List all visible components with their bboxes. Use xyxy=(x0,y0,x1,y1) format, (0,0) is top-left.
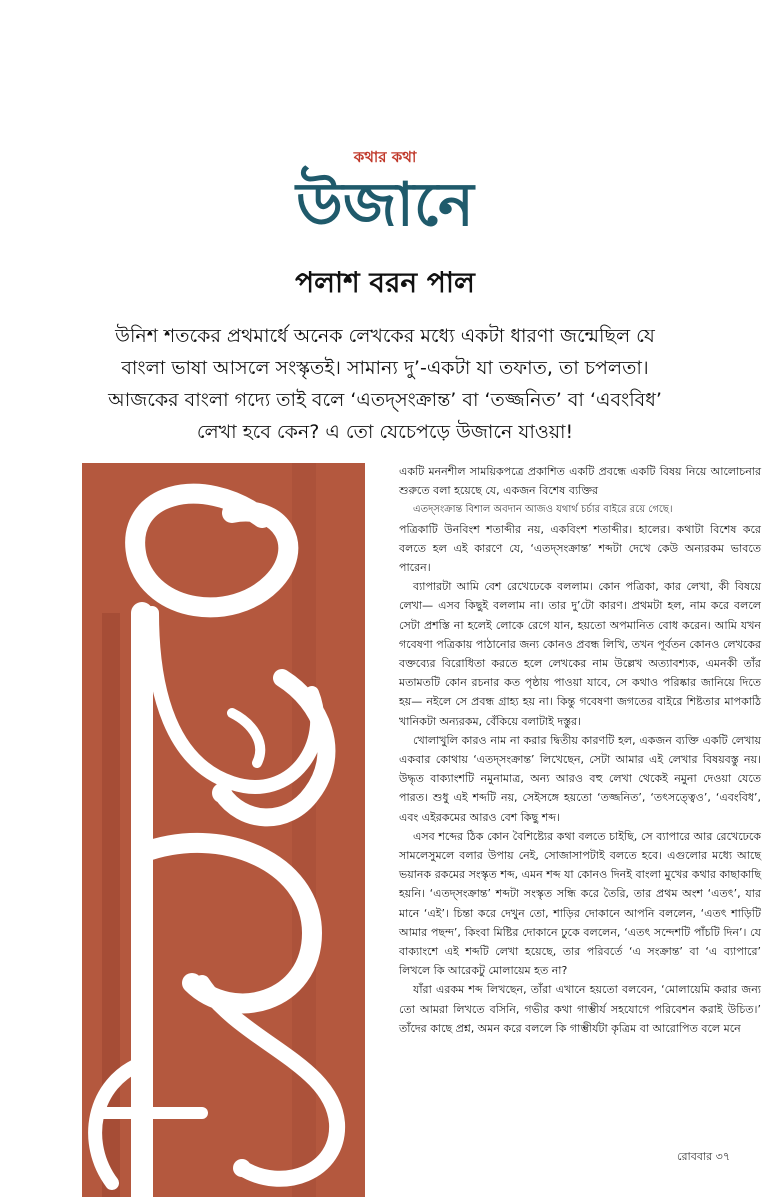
block-quote: এতদ্‌সংক্রান্ত বিশাল অবদান আজও যথার্থ চর্চার বাইরে রয়ে গেছে। xyxy=(413,504,673,516)
body-paragraph: পত্রিকাটি উনবিংশ শতাব্দীর নয়, একবিংশ শতাব্দীর। হালের। কথাটা বিশেষ করে বলতে হল এই কারণে যে, ‘এতদ্‌সংক্রান্ত’ শব্দটা দেখে কেউ অন্যরকম ভাবতে পারেন। xyxy=(399,522,761,575)
article-body xyxy=(399,462,761,1038)
standfirst-line: বাংলা ভাষা আসলে সংস্কৃতই। সামান্য দু’-একটা যা তফাত, তা চপলতা। xyxy=(121,357,649,379)
body-paragraph: যাঁরা এরকম শব্দ লিখছেন, তাঁরা এখানে হয়তো বলবেন, ‘মোলায়েমি করার জন্য তো আমরা লিখতে বসিনি, গভীর কথা গাম্ভীর্য সহযোগে পরিবেশন করাই উচিত।’ তাঁদের কাছে প্রশ্ন, অমন করে বললে কি গাম্ভীর্যটা কৃত্রিম বা আরোপিত বলে মনে xyxy=(399,983,761,1035)
section-kicker: কথার কথা xyxy=(353,148,417,166)
standfirst-line: উনিশ শতকের প্রথমার্ধে অনেক লেখকের মধ্যে একটা ধারণা জন্মেছিল যে xyxy=(115,325,655,347)
body-paragraph: একটি মননশীল সাময়িকপত্রে প্রকাশিত একটি প্রবন্ধে একটি বিষয় নিয়ে আলোচনার শুরুতে বলা হয়েছে যে, একজন বিশেষ ব্যক্তির xyxy=(399,465,761,498)
standfirst xyxy=(80,320,690,448)
article-title: উজানে xyxy=(296,170,474,240)
body-paragraph: খোলাখুলি কারও নাম না করার দ্বিতীয় কারণটি হল, একজন ব্যক্তি একটি লেখায় একবার কোথায় ‘এতদ্‌সংক্রান্ত’ লিখেছেন, সেটা আমার এই লেখার বিষয়বস্তু নয়। উদ্ধৃত বাক্যাংশটি নমুনামাত্র, অন্য আরও বহু লেখা থেকেই নমুনা দেওয়া যেতে পারত। শুধু এই শব্দটি নয়, সেইসঙ্গে হয়তো ‘তজ্জনিত’, ‘তৎসত্ত্বেও’, ‘এবংবিধ’, এবং এইরকমের আরও বেশ কিছু শব্দ। xyxy=(399,733,761,824)
standfirst-line: লেখা হবে কেন? এ তো যেচেপড়ে উজানে যাওয়া! xyxy=(196,421,574,443)
body-paragraph: এসব শব্দের ঠিক কোন বৈশিষ্ট্যের কথা বলতে চাইছি, সে ব্যাপারে আর রেখেঢেকে সামলেসুমলে বলার উপায় নেই, সোজাসাপটাই বলতে হবে। এগুলোর মধ্যে আছে ভয়ানক রকমের সংস্কৃত শব্দ, এমন শব্দ যা কোনও দিনই বাংলা মুখের কথার কাছাকাছি হয়নি। ‘এতদ্‌সংক্রান্ত’ শব্দটা সংস্কৃত সন্ধি করে তৈরি, তার প্রথম অংশ ‘এতৎ’, যার মানে ‘এই’। চিন্তা করে দেখুন তো, শাড়ির দোকানে আপনি বললেন, ‘এতৎ শাড়িটি আমার পছন্দ’, কিংবা মিষ্টির দোকানে ঢুকে বললেন, ‘এতৎ সন্দেশটি পাঁচটি দিন’। যে বাক্যাংশে এই শব্দটি লেখা হয়েছে, তার পরিবর্তে ‘এ সংক্রান্ত’ বা ‘এ ব্যাপারে’ লিখলে কি আরেকটু মোলায়েম হত না? xyxy=(399,829,761,978)
body-paragraph: ব্যাপারটা আমি বেশ রেখেঢেকে বললাম। কোন পত্রিকা, কার লেখা, কী বিষয়ে লেখা— এসব কিছুই বললাম না। তার দু’টো কারণ। প্রথমটা হল, নাম করে বললে সেটা প্রশস্তি না হলেই লোকে রেগে যান, হয়তো অপমানিত বোধ করেন। আমি যখন গবেষণা পত্রিকায় পাঠানোর জন্য কোনও প্রবন্ধ লিখি, তখন পূর্বতন কোনও লেখকের বক্তব্যের বিরোধিতা করতে হলে লেখকের নাম উল্লেখ অত্যাবশ্যক, এমনকী তাঁর মতামতটি কোন রচনার কত পৃষ্ঠায় পাওয়া যাবে, সে কথাও পরিষ্কার জানিয়ে দিতে হয়— নইলে সে প্রবন্ধ গ্রাহ্য হয় না। কিন্তু গবেষণা জগতের বাইরে শিষ্টতার মাপকাঠি খানিকটা অন্যরকম, বেঁকিয়ে বলাটাই দস্তুর। xyxy=(399,580,761,728)
calligraphy-illustration xyxy=(82,463,365,1197)
author-byline: পলাশ বরন পাল xyxy=(295,266,475,299)
page-folio: রোববার ৩৭ xyxy=(677,1150,730,1163)
standfirst-line: আজকের বাংলা গদ্যে তাই বলে ‘এতদ্‌সংক্রান্ত’ বা ‘তজ্জনিত’ বা ‘এবংবিধ’ xyxy=(108,389,662,411)
calligraphy-glyph-art xyxy=(82,463,365,1197)
